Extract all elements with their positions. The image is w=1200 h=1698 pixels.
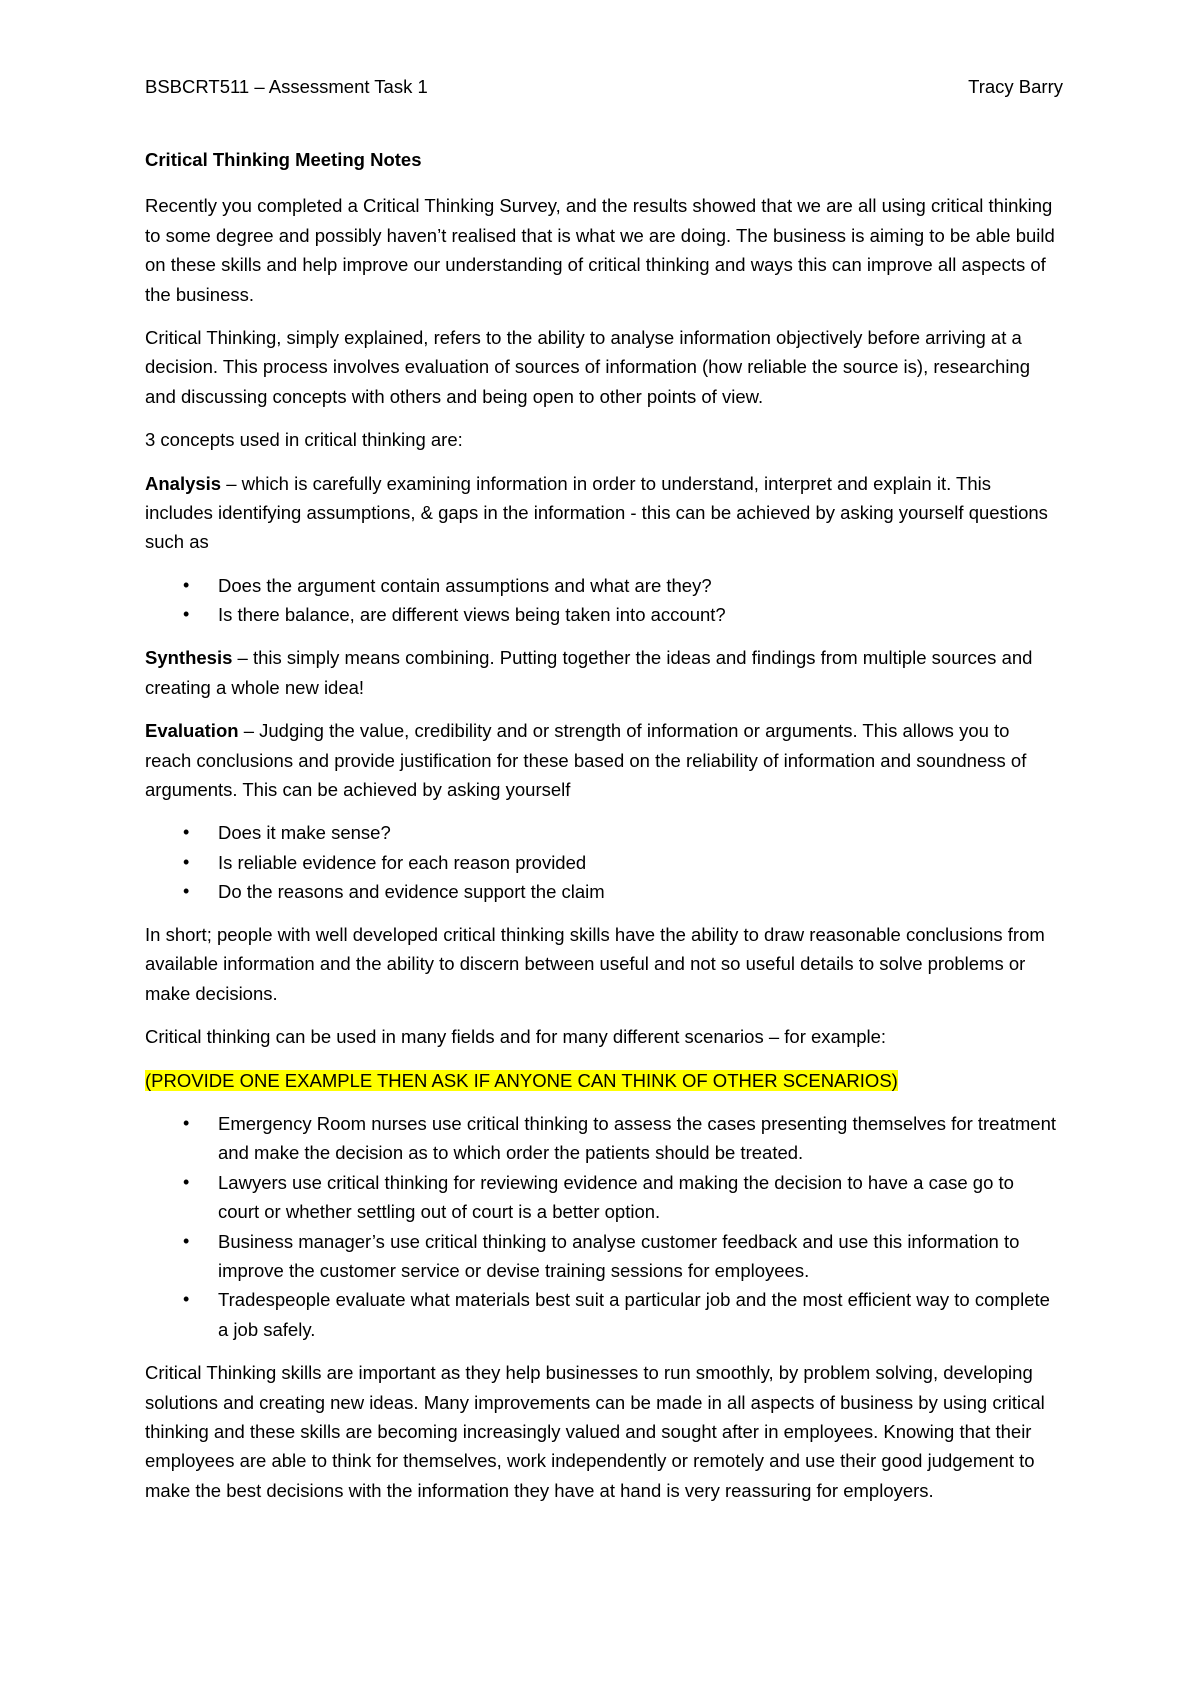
- synthesis-paragraph: [145, 643, 1060, 702]
- bullet-icon: •: [183, 822, 190, 843]
- bullet-icon: •: [183, 851, 190, 872]
- list-item-text: Is there balance, are different views being taken into account?: [218, 604, 726, 626]
- bullet-icon: •: [183, 574, 190, 595]
- highlighted-instruction: (PROVIDE ONE EXAMPLE THEN ASK IF ANYONE CAN THINK OF OTHER SCENARIOS): [145, 1069, 898, 1091]
- list-item-text: Tradespeople evaluate what materials best suit a particular job and the most efficient way to complete a job safely.: [218, 1289, 1050, 1340]
- list-item-text: Emergency Room nurses use critical thinking to assess the cases presenting themselves for treatment and make the decision as to which order the patients should be treated.: [218, 1112, 1057, 1164]
- bullet-icon: •: [183, 1230, 190, 1251]
- list-item: [145, 600, 1060, 629]
- analysis-text: – which is carefully examining information in order to understand, interpret and explain it. This includes identifying assumptions, & gaps in the information - this can be achieved by asking yourself questions such as: [145, 472, 1048, 553]
- document-body: [145, 145, 1060, 1519]
- list-item-text: Lawyers use critical thinking for reviewing evidence and making the decision to have a case go to court or whether settling out of court is a better option.: [218, 1171, 1014, 1223]
- bullet-icon: •: [183, 1289, 190, 1310]
- conclusion-paragraph: Critical Thinking skills are important as they help businesses to run smoothly, by problem solving, developing solutions and creating new ideas. Many improvements can be made in all aspects of business by using critical thinking and these skills are becoming increasingly valued and sought after in employees. Knowing that their employees are able to think for themselves, work independently or remotely and use their good judgement to make the best decisions with the information they have at hand is very reassuring for employers.: [145, 1362, 1045, 1501]
- analysis-term: Analysis: [145, 472, 222, 494]
- analysis-question-list: [145, 571, 1060, 629]
- list-item-text: Does the argument contain assumptions and what are they?: [218, 574, 712, 596]
- fields-intro-paragraph: Critical thinking can be used in many fields and for many different scenarios – for example:: [145, 1026, 887, 1048]
- list-item-text: Business manager’s use critical thinking to analyse customer feedback and use this information to improve the customer service or devise training sessions for employees.: [218, 1230, 1020, 1281]
- list-item: [145, 1109, 1060, 1168]
- list-item: [145, 1227, 1060, 1286]
- definition-paragraph: Critical Thinking, simply explained, refers to the ability to analyse information objectively before arriving at a decision. This process involves evaluation of sources of information (how reliable the source is), researching and discussing concepts with others and being open to other points of view.: [145, 327, 1031, 407]
- list-item: [145, 1285, 1060, 1344]
- evaluation-question-list: [145, 818, 1060, 906]
- list-item: [145, 818, 1060, 847]
- document-title: Critical Thinking Meeting Notes: [145, 149, 422, 170]
- synthesis-text: – this simply means combining. Putting together the ideas and findings from multiple sources and creating a whole new idea!: [145, 647, 1033, 698]
- bullet-icon: •: [183, 880, 190, 901]
- bullet-icon: •: [183, 1171, 190, 1192]
- analysis-paragraph: [145, 469, 1060, 557]
- header-author-name: Tracy Barry: [968, 76, 1063, 97]
- list-item: [145, 571, 1060, 600]
- scenario-example-list: [145, 1109, 1060, 1344]
- list-item: [145, 1168, 1060, 1227]
- list-item: [145, 848, 1060, 877]
- list-item-text: Is reliable evidence for each reason provided: [218, 851, 587, 873]
- page-header: [145, 74, 1063, 100]
- synthesis-term: Synthesis: [145, 647, 233, 669]
- evaluation-text: – Judging the value, credibility and or strength of information or arguments. This allows you to reach conclusions and provide justification for these based on the reliability of information and soundness of arguments. This can be achieved by asking yourself: [145, 720, 1027, 800]
- bullet-icon: •: [183, 1112, 190, 1133]
- facilitator-instruction: [145, 1066, 1060, 1095]
- header-course-code: BSBCRT511 – Assessment Task 1: [145, 76, 428, 97]
- intro-paragraph: Recently you completed a Critical Thinking Survey, and the results showed that we are all using critical thinking to some degree and possibly haven’t realised that is what we are doing. The business is aiming to be able build on these skills and help improve our understanding of critical thinking and ways this can improve all aspects of the business.: [145, 195, 1055, 305]
- evaluation-paragraph: [145, 716, 1060, 804]
- list-item-text: Does it make sense?: [218, 822, 391, 844]
- bullet-icon: •: [183, 604, 190, 625]
- concepts-intro-paragraph: 3 concepts used in critical thinking are:: [145, 429, 463, 451]
- summary-paragraph: In short; people with well developed critical thinking skills have the ability to draw reasonable conclusions from available information and the ability to discern between useful and not so useful details to solve problems or make decisions.: [145, 923, 1045, 1004]
- evaluation-term: Evaluation: [145, 720, 239, 742]
- list-item-text: Do the reasons and evidence support the claim: [218, 880, 605, 902]
- list-item: [145, 877, 1060, 906]
